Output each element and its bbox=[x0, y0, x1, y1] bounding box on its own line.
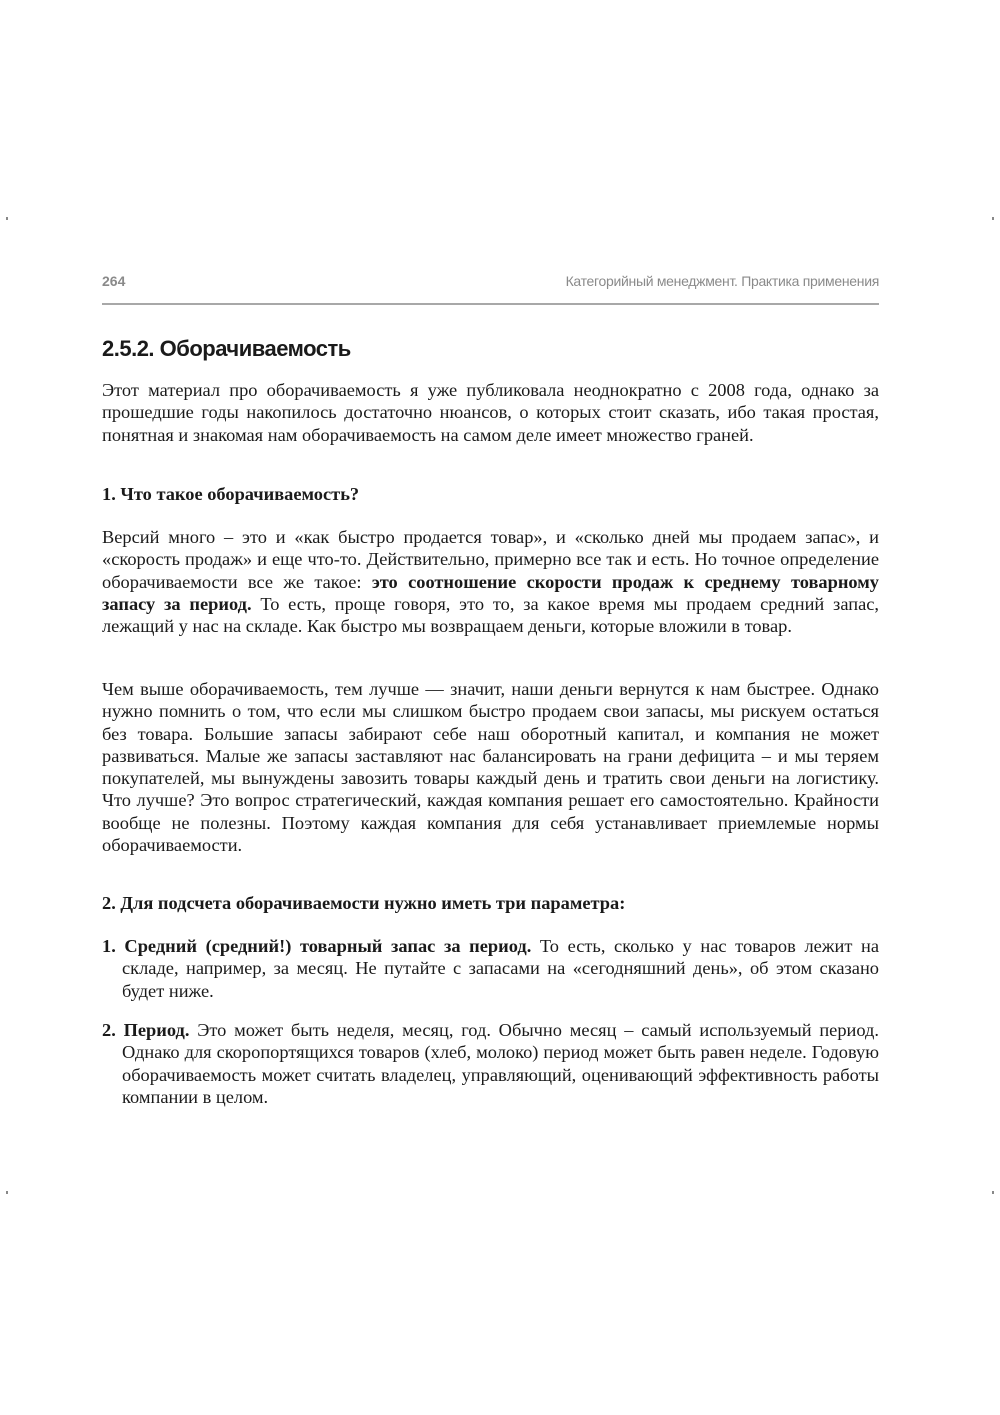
list-item-text: То есть, сколько у нас товаров лежит на складе, например, за месяц. Не путайте с запасами на «сегодняшний день», об этом сказано будет ниже. bbox=[122, 936, 879, 1001]
crop-mark bbox=[6, 1191, 8, 1194]
list-item bbox=[102, 935, 879, 1002]
header-rule bbox=[102, 303, 879, 305]
list-item-text: Это может быть неделя, месяц, год. Обычно месяц – самый используемый период. Однако для скоропортящихся товаров (хлеб, молоко) период может быть равен неделе. Годовую оборачиваемость может считать владелец, управляющий, оценивающий эффективность работы компании в целом. bbox=[122, 1020, 879, 1107]
turnover-paragraph: Чем выше оборачиваемость, тем лучше — значит, наши деньги вернутся к нам быстрее. Однако нужно помнить о том, что если мы слишком быстро продаем свои запасы, мы рискуем остаться без товара. Большие запасы забирают себе наш оборотный капитал, и компания не может развиваться. Малые же запасы заставляют нас балансировать на грани дефицита – и мы теряем покупателей, мы вынуждены завозить товары каждый день и тратить свои деньги на логистику. Что лучше? Это вопрос стратегический, каждая компания решает его самостоятельно. Крайности вообще не полезны. Поэтому каждая компания для себя устанавливает приемлемые нормы оборачиваемости. bbox=[102, 679, 879, 856]
crop-mark bbox=[992, 217, 994, 220]
running-header bbox=[102, 273, 879, 293]
list-item-number: 1. bbox=[102, 936, 116, 956]
crop-mark bbox=[992, 1191, 994, 1194]
list-item-number: 2. bbox=[102, 1020, 116, 1040]
question-2-heading: 2. Для подсчета оборачиваемости нужно иметь три параметра: bbox=[102, 893, 626, 913]
list-item bbox=[102, 1019, 879, 1108]
definition-text-end: То есть, проще говоря, это то, за какое время мы продаем средний запас, лежащий у нас на складе. Как быстро мы возвращаем деньги, которые вложили в товар. bbox=[102, 593, 879, 637]
definition-bold: это соотношение скорости продаж к среднему товарному запасу за период. bbox=[102, 571, 879, 614]
section-title: 2.5.2. Оборачиваемость bbox=[102, 336, 351, 361]
definition-paragraph bbox=[102, 526, 879, 637]
definition-text-start: Версий много – это и «как быстро продается товар», и «сколько дней мы продаем запас», и «скорость продаж» и еще что-то. Действительно, примерно все так и есть. Но точное определение оборачиваемости все же такое: bbox=[102, 527, 879, 592]
list-item-bold: Средний (средний!) товарный запас за период. bbox=[124, 936, 532, 956]
list-item-bold: Период. bbox=[123, 1020, 190, 1040]
crop-mark bbox=[6, 217, 8, 220]
question-1-heading: 1. Что такое оборачиваемость? bbox=[102, 484, 360, 504]
page-number: 264 bbox=[102, 273, 126, 289]
intro-paragraph: Этот материал про оборачиваемость я уже публиковала неоднократно с 2008 года, однако за прошедшие годы накопилось достаточно нюансов, о которых стоит сказать, ибо такая простая, понятная и знакомая нам оборачиваемость на самом деле имеет множество граней. bbox=[102, 380, 879, 445]
book-title: Категорийный менеджмент. Практика применения bbox=[565, 273, 879, 289]
